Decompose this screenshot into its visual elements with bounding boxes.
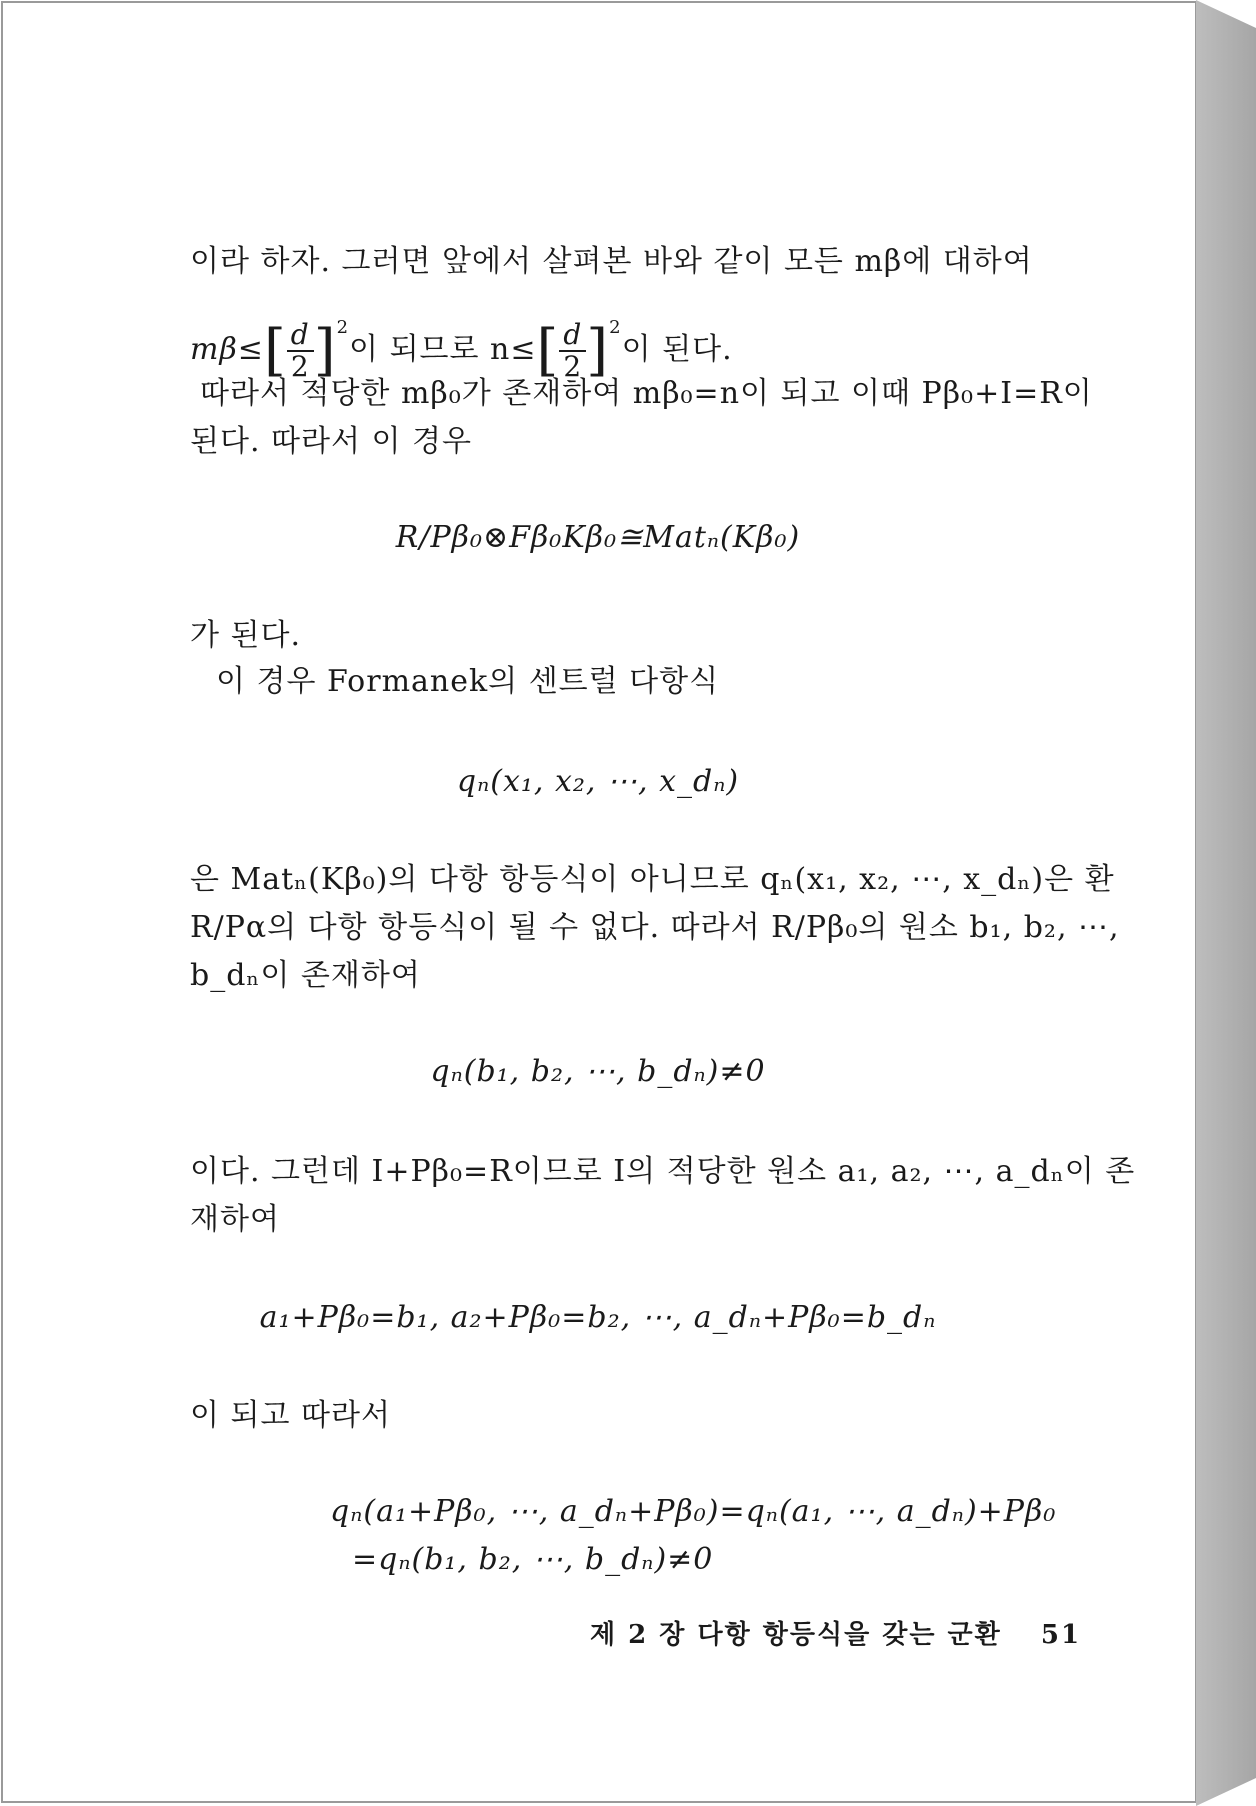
floor-bracket-left-2: [ [536,318,560,383]
text-line-9: b_dₙ이 존재하여 [190,958,421,993]
page-stack-edge [1196,0,1256,1806]
floor-bracket-left: [ [263,318,287,383]
page-edge-corner-bottom [1196,1778,1256,1806]
fraction-numerator: d [287,320,314,352]
inequality-middle: 이 되므로 n≤ [349,332,537,367]
equation-1: R/Pβ₀⊗Fβ₀Kβ₀≅Matₙ(Kβ₀) [395,520,801,555]
fraction-denominator-2: 2 [563,350,583,383]
equation-4: a₁+Pβ₀=b₁, a₂+Pβ₀=b₂, ⋯, a_dₙ+Pβ₀=b_dₙ [259,1300,937,1335]
text-line-11: 재하여 [190,1202,280,1237]
equation-5-line-1: qₙ(a₁+Pβ₀, ⋯, a_dₙ+Pβ₀)=qₙ(a₁, ⋯, a_dₙ)+Pβ₀ [330,1494,1057,1529]
exponent-2: 2 [609,317,622,338]
fraction-numerator-2: d [559,320,586,352]
text-line-6: 이 경우 Formanek의 센트럴 다항식 [216,664,720,699]
text-line-3: 따라서 적당한 mβ₀가 존재하여 mβ₀=n이 되고 이때 Pβ₀+I=R이 [200,376,1093,411]
fraction-d-over-2-second [559,320,586,382]
text-line-7: 은 Matₙ(Kβ₀)의 다항 항등식이 아니므로 qₙ(x₁, x₂, ⋯, x_dₙ)은 환 [190,862,1115,897]
text-line-10: 이다. 그런데 I+Pβ₀=R이므로 I의 적당한 원소 a₁, a₂, ⋯, a_dₙ이 존 [190,1154,1136,1189]
equation-2: qₙ(x₁, x₂, ⋯, x_dₙ) [456,764,740,799]
inequality-lhs: mβ≤ [190,332,264,367]
exponent: 2 [336,317,350,338]
text-line-5: 가 된다. [190,618,302,653]
fraction-d-over-2 [287,320,314,382]
text-line-8: R/Pα의 다항 항등식이 될 수 없다. 따라서 R/Pβ₀의 원소 b₁, b₂, ⋯, [190,910,1120,945]
equation-5-line-2: =qₙ(b₁, b₂, ⋯, b_dₙ)≠0 [352,1542,714,1577]
text-line-12: 이 되고 따라서 [190,1398,391,1433]
text-line-1: 이라 하자. 그러면 앞에서 살펴본 바와 같이 모든 mβ에 대하여 [190,244,1033,279]
floor-bracket-right-2: ] [586,318,610,383]
floor-bracket-right: ] [313,318,337,383]
page-number: 51 [1040,1620,1082,1650]
equation-3: qₙ(b₁, b₂, ⋯, b_dₙ)≠0 [430,1054,766,1089]
page-edge-corner-top [1196,0,1256,28]
running-footer [590,1614,1081,1651]
text-line-2 [190,298,733,382]
inequality-end: 이 된다. [621,332,733,367]
fraction-denominator: 2 [290,350,310,383]
chapter-title: 제 2 장 다항 항등식을 갖는 군환 [590,1620,1002,1650]
text-line-4: 된다. 따라서 이 경우 [190,424,472,459]
